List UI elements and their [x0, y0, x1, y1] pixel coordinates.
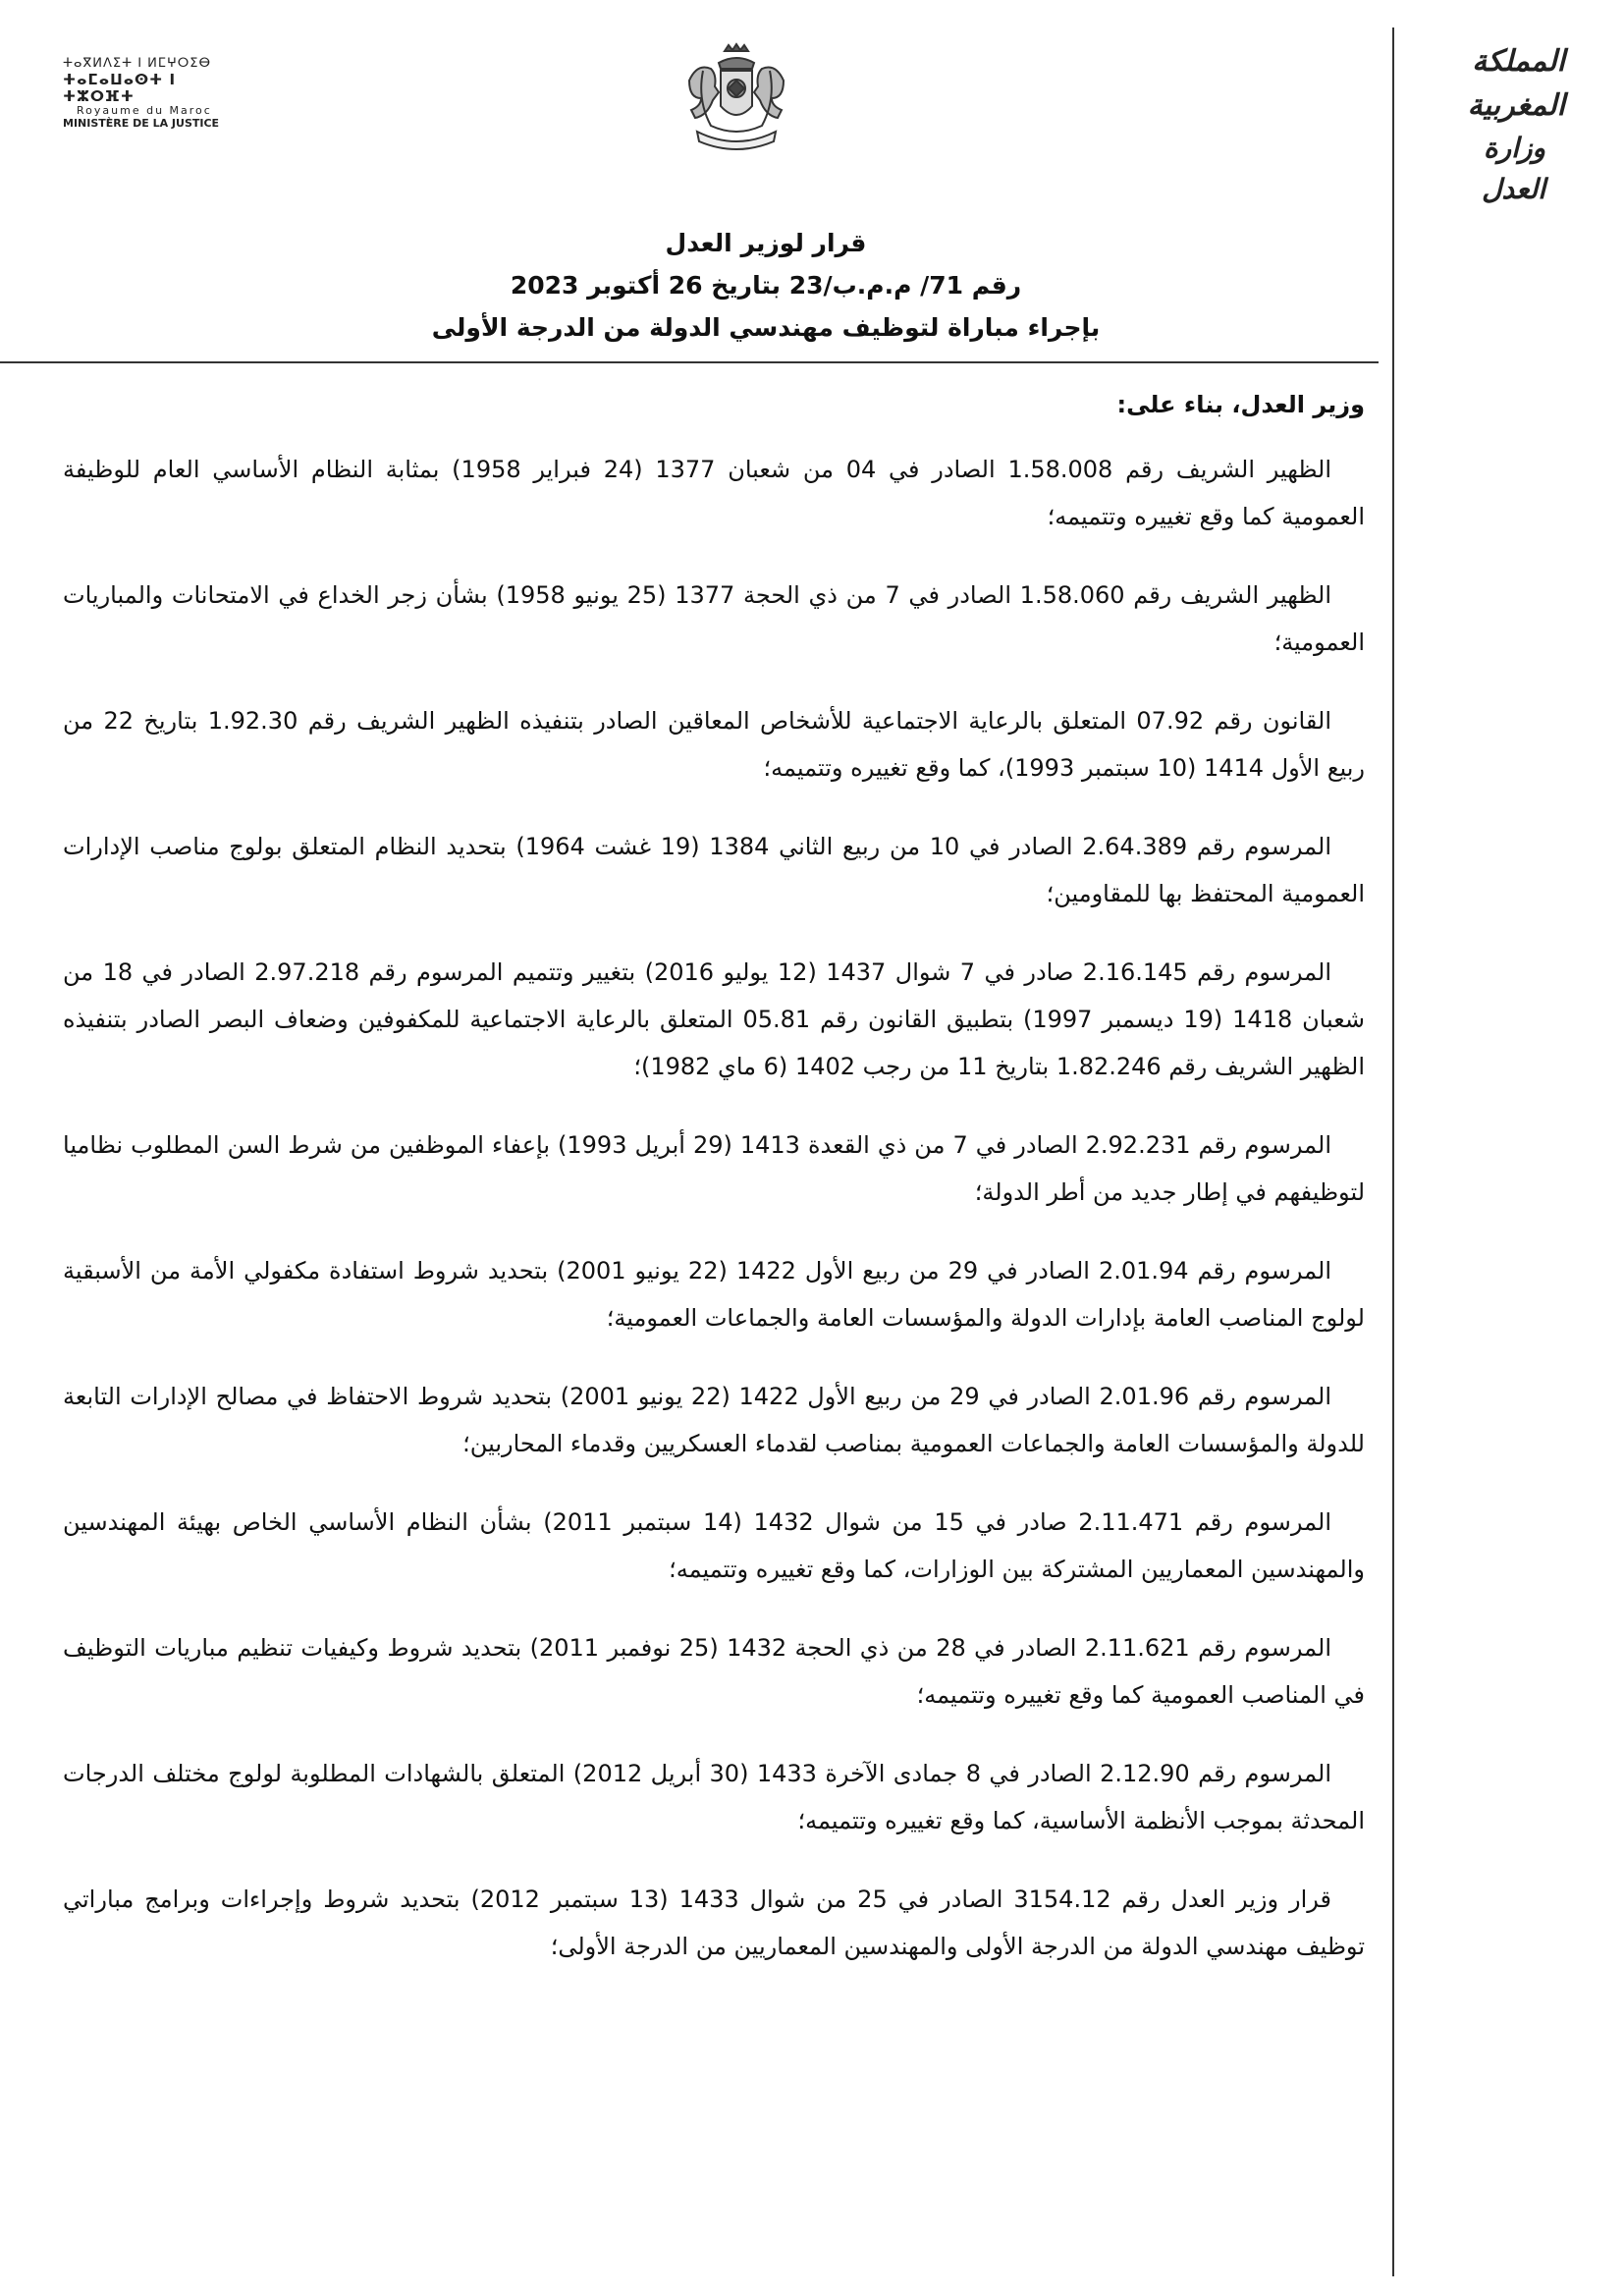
- title-line-2: رقم 71/ م.م.ب/23 بتاريخ 26 أكتوبر 2023: [510, 271, 1022, 300]
- ministry-label: MINISTÈRE DE LA JUSTICE: [63, 117, 220, 131]
- decision-title: [295, 222, 1237, 349]
- legal-reference-paragraph: القانون رقم 07.92 المتعلق بالرعاية الاجتماعية للأشخاص المعاقين الصادر بتنفيذه الظهير الشريف رقم 1.92.30 بتاريخ 22 من ربيع الأول 1414 (10 سبتمبر 1993)، كما وقع تغييره وتتميمه؛: [63, 707, 1365, 782]
- kingdom-label-arabic: المملكة المغربية: [1467, 44, 1565, 123]
- kingdom-label: Royaume du Maroc: [77, 104, 212, 118]
- tifinagh-line-1: ⵜⴰⴳⵍⴷⵉⵜ ⵏ ⵍⵎⵖⵔⵉⴱ: [63, 56, 212, 71]
- margin-vertical-rule: [1392, 27, 1394, 2276]
- document-body: [63, 381, 1365, 2001]
- preamble: وزير العدل، بناء على:: [1116, 391, 1365, 418]
- legal-reference-paragraph: الظهير الشريف رقم 1.58.008 الصادر في 04 من شعبان 1377 (24 فبراير 1958) بمثابة النظام الأساسي العام للوظيفة العمومية كما وقع تغييره وتتميمه؛: [63, 456, 1365, 530]
- legal-reference-paragraph: المرسوم رقم 2.16.145 صادر في 7 شوال 1437 (12 يوليو 2016) بتغيير وتتميم المرسوم رقم 2.97.218 الصادر في 18 من شعبان 1418 (19 ديسمبر 1997) بتطبيق القانون رقم 05.81 المتعلق بالرعاية الاجتماعية للمكفوفين وضعاف البصر الصادر بتنفيذه الظهير الشريف رقم 1.82.246 بتاريخ 11 من رجب 1402 (6 ماي 1982)؛: [63, 958, 1365, 1080]
- legal-reference-paragraph: المرسوم رقم 2.11.621 الصادر في 28 من ذي الحجة 1432 (25 نوفمبر 2011) بتحديد شروط وكيفيات تنظيم مباريات التوظيف في المناصب العمومية كما وقع تغييره وتتميمه؛: [63, 1634, 1365, 1709]
- legal-reference-paragraph: المرسوم رقم 2.64.389 الصادر في 10 من ربيع الثاني 1384 (19 غشت 1964) بتحديد النظام المتعلق بولوج مناصب الإدارات العمومية المحتفظ بها للمقاومين؛: [63, 833, 1365, 907]
- moroccan-coat-of-arms-icon: [668, 41, 805, 159]
- title-underline: [0, 361, 1379, 363]
- ministry-header-left: [63, 57, 240, 131]
- legal-reference-paragraph: المرسوم رقم 2.01.96 الصادر في 29 من ربيع الأول 1422 (22 يونيو 2001) بتحديد شروط الاحتفاظ في مصالح الإدارات التابعة للدولة والمؤسسات العامة والجماعات العمومية بمناصب لقدماء العسكريين وقدماء المحاربين؛: [63, 1383, 1365, 1457]
- title-line-1: قرار لوزير العدل: [665, 229, 867, 257]
- legal-reference-paragraph: المرسوم رقم 2.92.231 الصادر في 7 من ذي القعدة 1413 (29 أبريل 1993) بإعفاء الموظفين من شرط السن المطلوب نظاميا لتوظيفهم في إطار جديد من أطر الدولة؛: [63, 1131, 1365, 1206]
- legal-reference-paragraph: قرار وزير العدل رقم 3154.12 الصادر في 25 من شوال 1433 (13 سبتمبر 2012) بتحديد شروط وإجراءات وبرامج مباراتي توظيف مهندسي الدولة من الدرجة الأولى والمهندسين المعماريين من الدرجة الأولى؛: [63, 1886, 1365, 1960]
- legal-reference-paragraph: المرسوم رقم 2.01.94 الصادر في 29 من ربيع الأول 1422 (22 يونيو 2001) بتحديد شروط استفادة مكفولي الأمة من الأسبقية لولوج المناصب العامة بإدارات الدولة والمؤسسات العامة والجماعات العمومية؛: [63, 1257, 1365, 1332]
- ministry-header-right: [1418, 39, 1565, 210]
- ministry-label-arabic: وزارة العدل: [1482, 132, 1545, 205]
- tifinagh-line-2: ⵜⴰⵎⴰⵡⴰⵙⵜ ⵏ ⵜⵣⵔⴼⵜ: [63, 70, 177, 106]
- legal-reference-paragraph: المرسوم رقم 2.12.90 الصادر في 8 جمادى الآخرة 1433 (30 أبريل 2012) المتعلق بالشهادات المطلوبة لولوج مختلف الدرجات المحدثة بموجب الأنظمة الأساسية، كما وقع تغييره وتتميمه؛: [63, 1760, 1365, 1834]
- title-line-3: بإجراء مباراة لتوظيف مهندسي الدولة من الدرجة الأولى: [431, 313, 1101, 342]
- legal-reference-paragraph: الظهير الشريف رقم 1.58.060 الصادر في 7 من ذي الحجة 1377 (25 يونيو 1958) بشأن زجر الخداع في الامتحانات والمباريات العمومية؛: [63, 581, 1365, 656]
- legal-reference-paragraph: المرسوم رقم 2.11.471 صادر في 15 من شوال 1432 (14 سبتمبر 2011) بشأن النظام الأساسي الخاص بهيئة المهندسين والمهندسين المعماريين المشتركة بين الوزارات، كما وقع تغييره وتتميمه؛: [63, 1508, 1365, 1583]
